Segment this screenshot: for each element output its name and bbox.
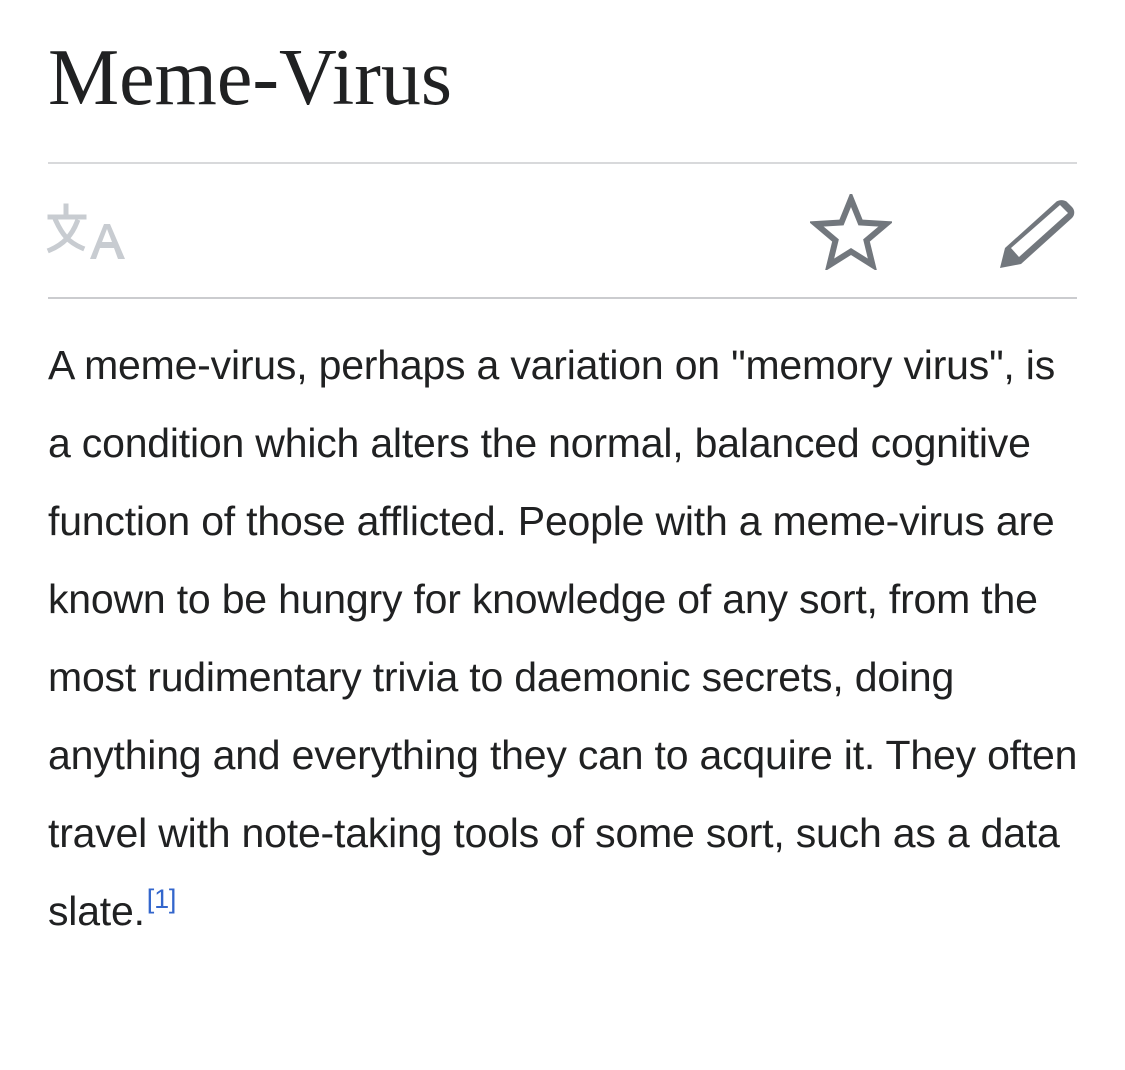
citation-link[interactable]: [1] xyxy=(146,884,177,914)
toolbar-divider xyxy=(48,297,1077,299)
page-title: Meme-Virus xyxy=(48,34,452,122)
paragraph-text: A meme-virus, perhaps a variation on "memory virus", is a condition which alters the normal, balanced cognitive function of those afflicted. People with a meme-virus are known to be hungry for knowledge of any sort, from the most rudimentary trivia to daemonic secrets, doing anything and everything they can to acquire it. They often travel with note-taking tools of some sort, such as a data slate. xyxy=(48,342,1078,934)
star-icon[interactable] xyxy=(810,194,892,270)
pencil-icon[interactable] xyxy=(998,196,1078,270)
title-divider xyxy=(48,162,1077,164)
language-translate-icon[interactable] xyxy=(46,200,132,262)
article-paragraph xyxy=(48,326,1078,950)
